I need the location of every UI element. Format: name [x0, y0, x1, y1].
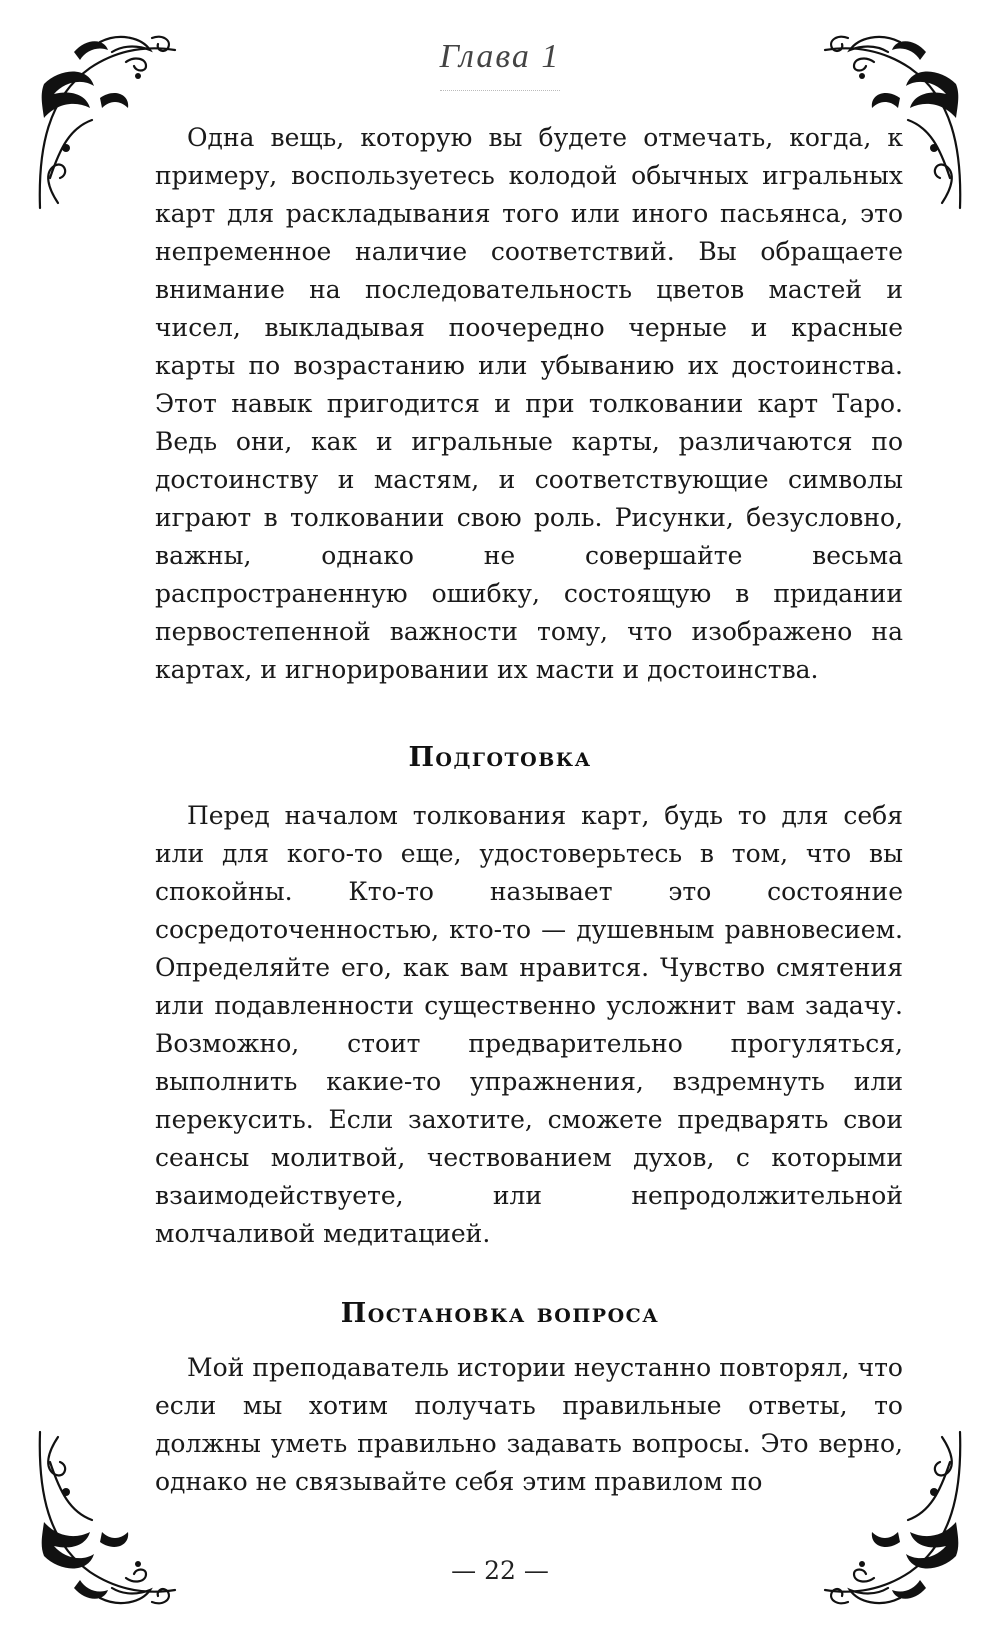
page-number: — 22 —: [451, 1556, 549, 1585]
body-text-section-question: [155, 1349, 903, 1501]
paragraph: Мой преподаватель истории неустанно повторял, что если мы хотим получать правильные ответы, то должны уметь правильно задавать вопросы. Это верно, однако не связывайте себя этим правилом по: [155, 1353, 903, 1496]
body-text-section-preparation: [155, 797, 903, 1253]
running-head-rule: [440, 90, 560, 91]
section-heading-preparation: Подготовка: [408, 742, 592, 773]
paragraph: Одна вещь, которую вы будете отмечать, когда, к примеру, воспользуетесь колодой обычных игральных карт для раскладывания того или иного пасьянса, это непременное наличие соответствий. Вы обращаете внимание на последовательность цветов мастей и чисел, выкладывая поочередно черные и красные карты по возрастанию или убыванию их достоинства. Этот навык пригодится и при толковании карт Таро. Ведь они, как и игральные карты, различаются по достоинству и мастям, и соответствующие символы играют в толковании свою роль. Рисунки, безусловно, важны, однако не совершайте весьма распространенную ошибку, состоящую в придании первостепенной важности тому, что изображено на картах, и игнорировании их масти и достоинства.: [155, 123, 903, 684]
section-heading-asking-question: Постановка вопроса: [340, 1298, 660, 1329]
paragraph: Перед началом толкования карт, будь то для себя или для кого-то еще, удостоверьтесь в том, что вы спокойны. Кто-то называет это состояние сосредоточенностью, кто-то — душевным равновесием. Определяйте его, как вам нравится. Чувство смятения или подавленности существенно усложнит вам задачу. Возможно, стоит предварительно прогуляться, выполнить какие-то упражнения, вздремнуть или перекусить. Если захотите, сможете предварять свои сеансы молитвой, чествованием духов, с которыми взаимодействуете, или непродолжительной молчаливой медитацией.: [155, 801, 903, 1248]
running-head-title: Глава 1: [439, 38, 561, 75]
body-text-section-intro: [155, 119, 903, 689]
